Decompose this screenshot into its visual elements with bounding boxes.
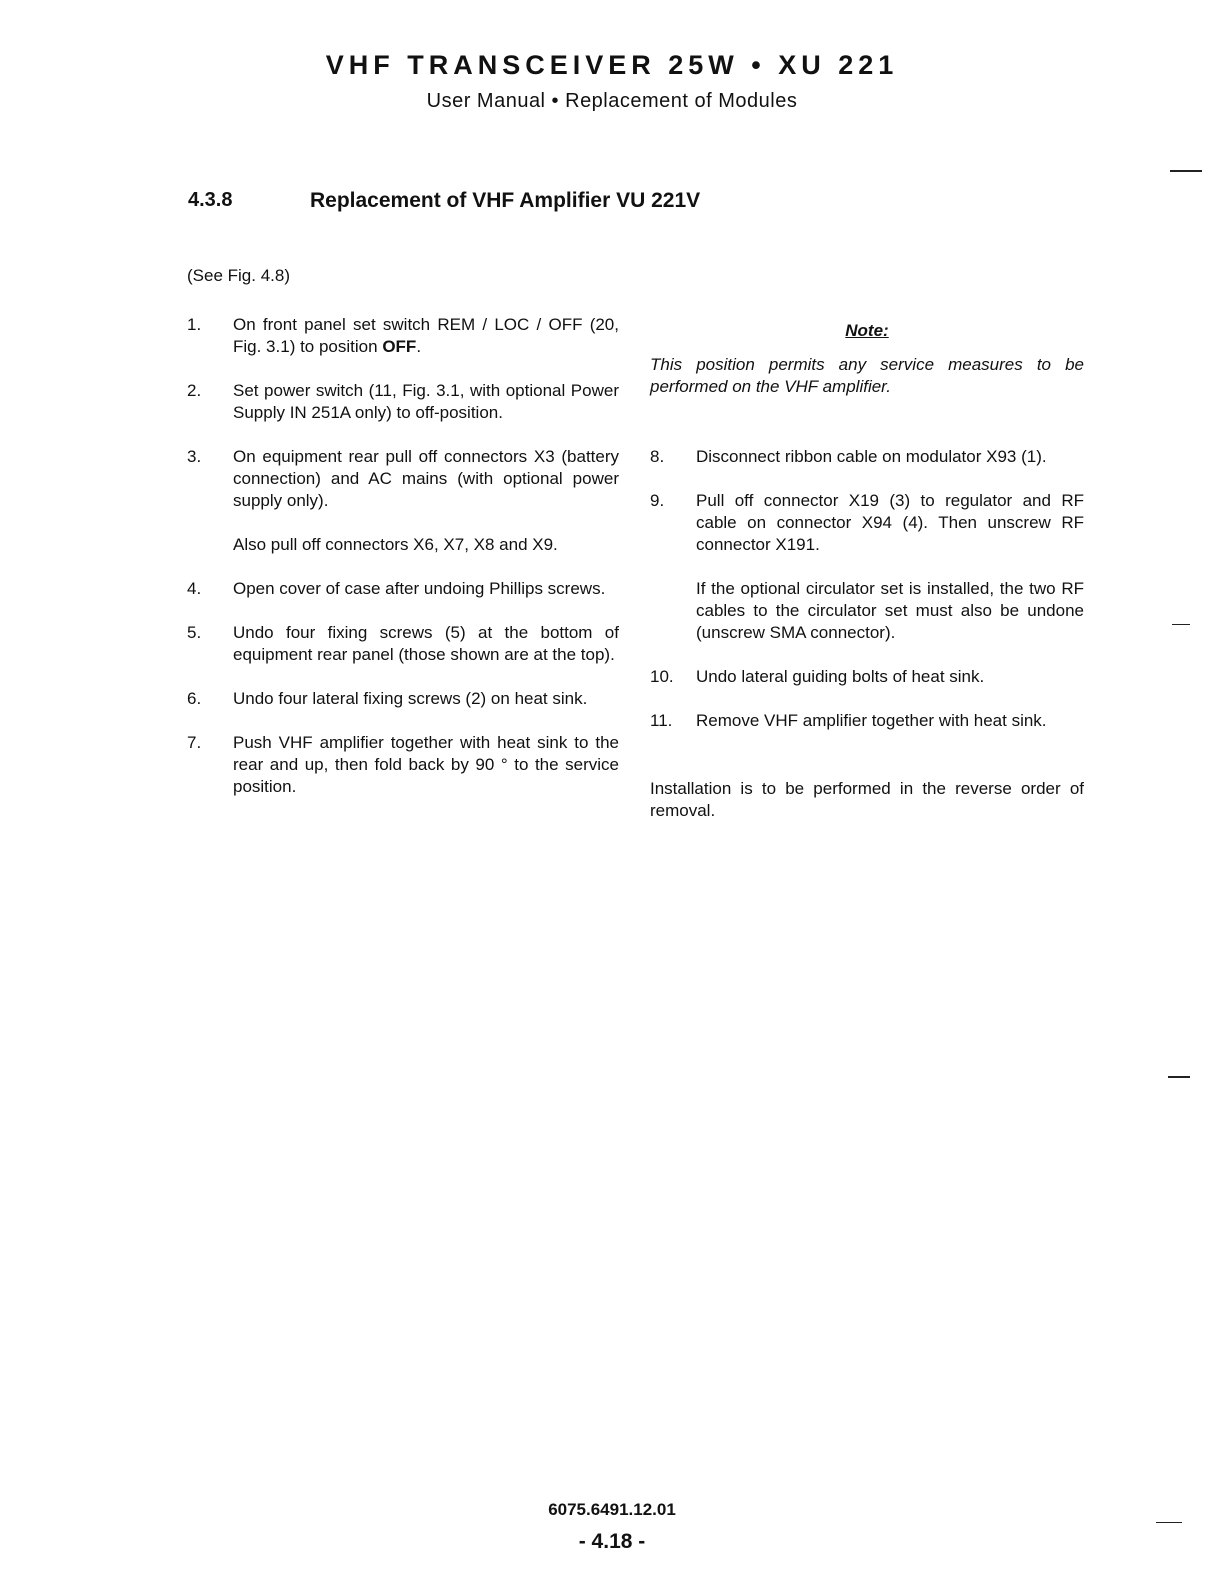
step-4	[187, 578, 619, 600]
step-7	[187, 732, 619, 798]
section-title: Replacement of VHF Amplifier VU 221V	[310, 189, 701, 212]
left-column	[187, 314, 619, 820]
step-text: Undo four lateral fixing screws (2) on heat sink.	[233, 689, 588, 708]
step-number: 9.	[650, 491, 665, 510]
step-number: 6.	[187, 689, 202, 708]
step-number: 3.	[187, 447, 202, 466]
step-number: 1.	[187, 315, 202, 334]
step-number: 2.	[187, 381, 202, 400]
step-text: Remove VHF amplifier together with heat sink.	[696, 711, 1047, 730]
step-2	[187, 380, 619, 424]
margin-mark	[1168, 1076, 1190, 1078]
document-code: 6075.6491.12.01	[548, 1500, 676, 1519]
step-1	[187, 314, 619, 358]
step-9	[650, 490, 1084, 644]
margin-mark	[1156, 1522, 1182, 1523]
step-11	[650, 710, 1084, 732]
step-text: Open cover of case after undoing Phillips screws.	[233, 579, 606, 598]
step-extra-text: Also pull off connectors X6, X7, X8 and X9.	[233, 535, 558, 554]
note-text: This position permits any service measures to be performed on the VHF amplifier.	[650, 355, 1084, 396]
step-text: Disconnect ribbon cable on modulator X93 (1).	[696, 447, 1047, 466]
step-text: Push VHF amplifier together with heat sink to the rear and up, then fold back by 90 ° to the service position.	[233, 733, 619, 796]
step-8	[650, 446, 1084, 468]
page-number: - 4.18 -	[578, 1530, 646, 1553]
step-number: 8.	[650, 447, 665, 466]
step-5	[187, 622, 619, 666]
step-text: Pull off connector X19 (3) to regulator and RF cable on connector X94 (4). Then unscrew RF connector X191.	[696, 491, 1084, 554]
installation-note: Installation is to be performed in the reverse order of removal.	[650, 779, 1084, 820]
step-text: On equipment rear pull off connectors X3 (battery connection) and AC mains (with optional power supply only).	[233, 447, 619, 510]
step-6	[187, 688, 619, 710]
figure-reference: (See Fig. 4.8)	[187, 266, 290, 285]
step-number: 7.	[187, 733, 202, 752]
step-text: Undo four fixing screws (5) at the bottom of equipment rear panel (those shown are at the top).	[233, 623, 619, 664]
step-number: 11.	[650, 711, 673, 730]
step-number: 5.	[187, 623, 202, 642]
step-number: 4.	[187, 579, 202, 598]
right-column	[650, 320, 1084, 822]
document-title: VHF TRANSCEIVER 25W • XU 221	[325, 50, 899, 80]
step-10	[650, 666, 1084, 688]
step-bold-value: OFF	[382, 337, 417, 356]
step-3	[187, 446, 619, 556]
step-text: On front panel set switch REM / LOC / OFF (20, Fig. 3.1) to position	[233, 315, 619, 356]
margin-mark	[1170, 170, 1202, 172]
section-number: 4.3.8	[188, 189, 233, 211]
step-punctuation: .	[416, 337, 422, 356]
step-extra-text: If the optional circulator set is installed, the two RF cables to the circulator set must also be undone (unscrew SMA connector).	[696, 579, 1084, 642]
note-label: Note:	[845, 321, 889, 340]
step-number: 10.	[650, 667, 674, 686]
step-text: Undo lateral guiding bolts of heat sink.	[696, 667, 985, 686]
document-subtitle: User Manual • Replacement of Modules	[426, 90, 798, 112]
step-text: Set power switch (11, Fig. 3.1, with optional Power Supply IN 251A only) to off-position.	[233, 381, 619, 422]
margin-mark	[1172, 624, 1190, 625]
